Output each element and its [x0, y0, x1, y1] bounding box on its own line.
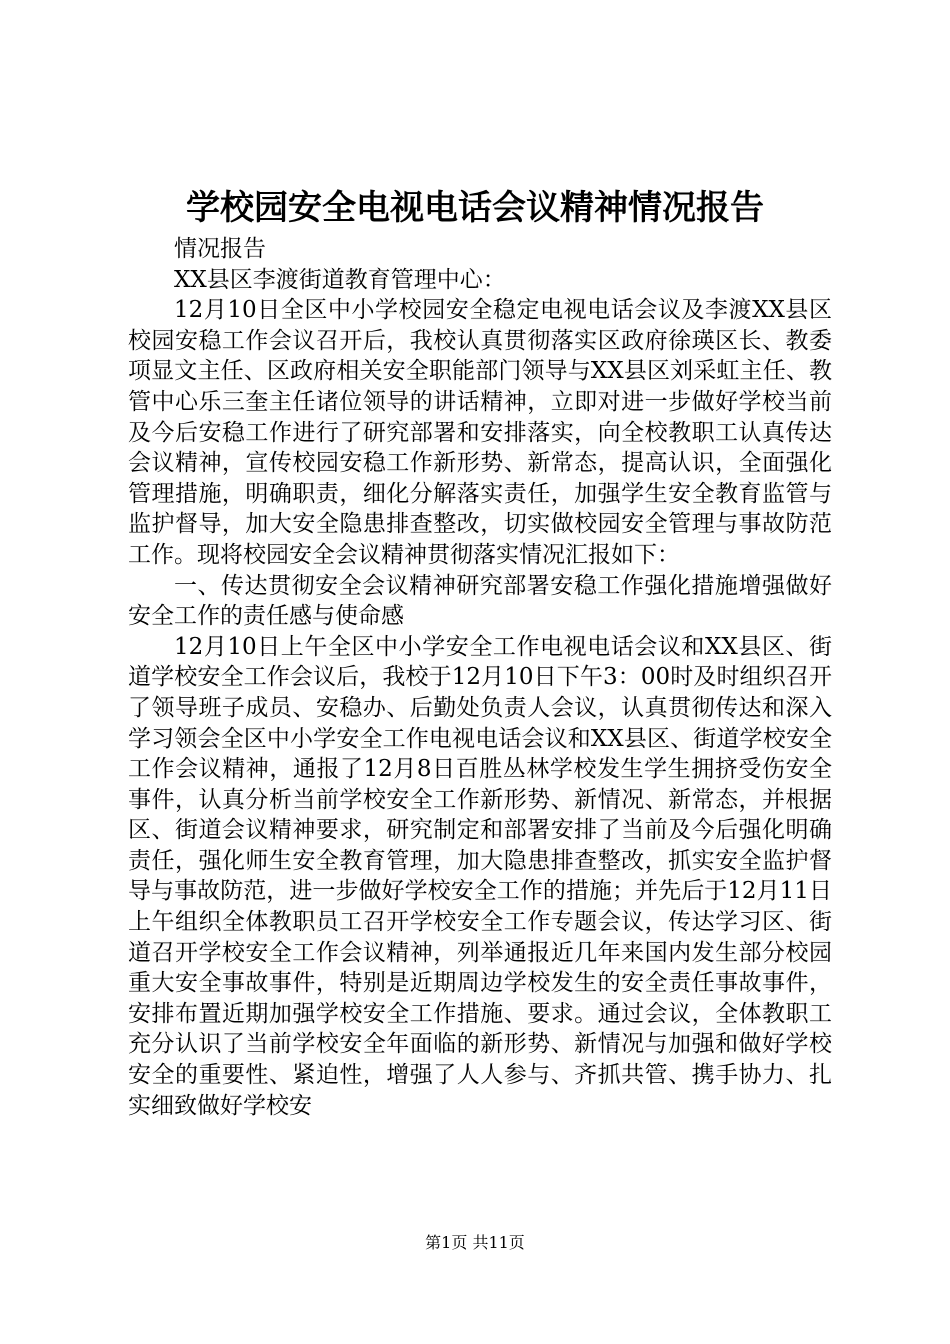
- paragraph-section-heading: 一、传达贯彻安全会议精神研究部署安稳工作强化措施增强做好安全工作的责任感与使命感: [128, 572, 832, 630]
- page-number-footer: 第1页 共11页: [425, 1233, 525, 1252]
- document-body: [128, 234, 832, 1121]
- paragraph-intro: 12月10日全区中小学校园安全稳定电视电话会议及李渡XX县区校园安稳工作会议召开后，我校认真贯彻落实区政府徐瑛区长、教委项显文主任、区政府相关安全职能部门领导与XX县区刘采虹主任、教管中心乐三奎主任诸位领导的讲话精神，立即对进一步做好学校当前及今后安稳工作进行了研究部署和安排落实，向全校教职工认真传达会议精神，宣传校园安稳工作新形势、新常态，提高认识，全面强化管理措施，明确职责，细化分解落实责任，加强学生安全教育监管与监护督导，加大安全隐患排查整改，切实做校园安全管理与事故防范工作。现将校园安全会议精神贯彻落实情况汇报如下：: [128, 297, 832, 568]
- document-title: 学校园安全电视电话会议精神情况报告: [186, 188, 764, 228]
- paragraph-addressee: XX县区李渡街道教育管理中心：: [174, 266, 506, 293]
- paragraph-section-body: 12月10日上午全区中小学安全工作电视电话会议和XX县区、街道学校安全工作会议后，我校于12月10日下午3：00时及时组织召开了领导班子成员、安稳办、后勤处负责人会议，认真贯彻传达和深入学习领会全区中小学安全工作电视电话会议和XX县区、街道学校安全工作会议精神，通报了12月8日百胜丛林学校发生学生拥挤受伤安全事件，认真分析当前学校安全工作新形势、新情况、新常态，并根据区、街道会议精神要求，研究制定和部署安排了当前及今后强化明确责任，强化师生安全教育管理，加大隐患排查整改，抓实安全监护督导与事故防范，进一步做好学校安全工作的措施；并先后于12月11日上午组织全体教职员工召开学校安全工作专题会议，传达学习区、街道召开学校安全工作会议精神，列举通报近几年来国内发生部分校园重大安全事故事件，特别是近期周边学校发生的安全责任事故事件，安排布置近期加强学校安全工作措施、要求。通过会议，全体教职工充分认识了当前学校安全年面临的新形势、新情况与加强和做好学校安全的重要性、紧迫性，增强了人人参与、齐抓共管、携手协力、扎实细致做好学校安: [128, 633, 832, 1119]
- paragraph-heading: 情况报告: [174, 236, 266, 262]
